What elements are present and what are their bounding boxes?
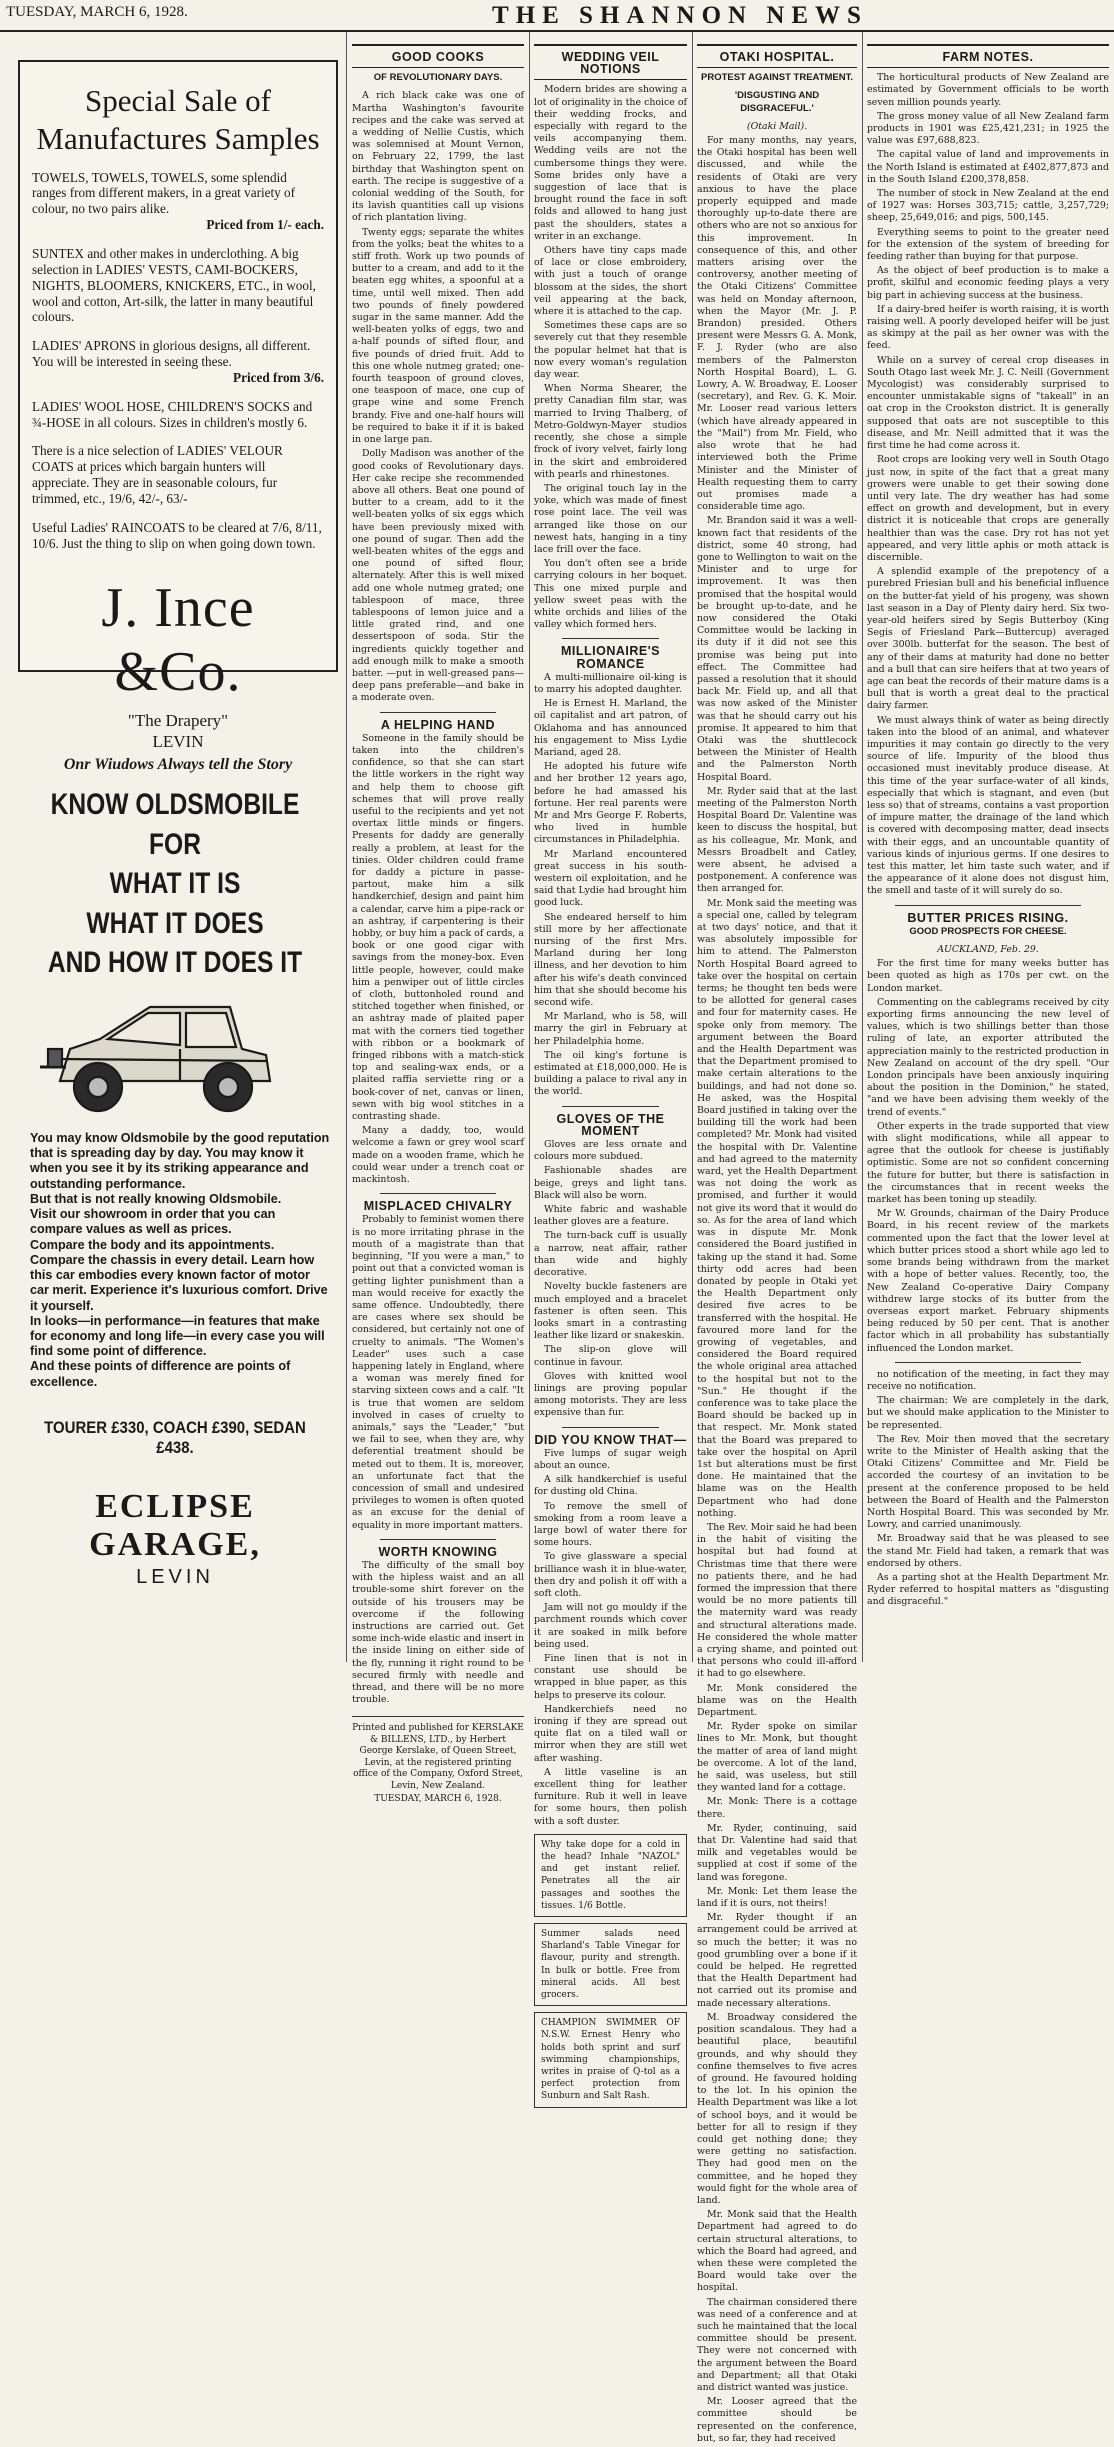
paragraph: Mr. Ryder spoke on similar lines to Mr. Monk, but thought the matter of area of land might be overcome. A lot of the land, he said, was useless, but still they wanted land for a cottage. [697, 1721, 857, 1794]
paragraph: Someone in the family should be taken into the children's confidence, so that she can start the little workers in the right way and help them to choose gift schemes that will prove really useful to the recipients and yet not overtax little minds or fingers. Presents for daddy are generally really a problem, at least for the tinies. Older children could frame for daddy a picture in passe-partout, make him a silk handkerchief, design and paint him a calendar, carve him a pipe-rack or an ashtray, if carpentering is their hobby, or buy him a pack of cards, a book or one good cigar with savings from the money-box. Even little people, however, could make him a penwiper out of little circles of cloth, buttonholed round and stitched together when finished, or an ashtray made of plaited paper mat with the corners tied together with ribbon or a bookmark of fringed ribbons with a match-stick top and sealing-wax ends, or a plaited raffia serviette ring or a book-cover of net, canvas or linen, sewn with big wool stitches in a contrasting shade. [352, 732, 524, 1123]
article-wedding-veil [534, 84, 687, 631]
paragraph: The difficulty of the small boy with the hipless waist and an all trouble-some shirt forever on the outside of his trousers may be overcome if the following instructions are carried out. Get some inch-wide elastic and insert in the inside lining on either side of the fly, running it right round to be secured firmly with needle and thread, and there will be no more trouble. [352, 1559, 524, 1706]
headline-line: FOR [149, 827, 201, 861]
paragraph: Many a daddy, too, would welcome a fawn or grey wool scarf made on a wooden frame, which he could wear under a trench coat or mackintosh. [352, 1125, 524, 1186]
garage-name: ECLIPSE GARAGE, [89, 1487, 261, 1563]
paragraph: As a parting shot at the Health Department Mr. Ryder referred to hospital matters as "disgusting and disgraceful." [867, 1571, 1109, 1608]
paragraph: Sometimes these caps are so severely cut that they resemble the popular helmet hat that is now every woman's regulation day wear. [534, 320, 687, 381]
column-divider [529, 32, 530, 1662]
column-1 [352, 36, 524, 1806]
column-3 [697, 36, 857, 2447]
divider [380, 712, 496, 713]
column-divider [862, 32, 863, 1662]
body-line: Compare the body and its appointments. [30, 1237, 275, 1252]
article-millionaire [534, 672, 687, 1099]
paragraph: While on a survey of cereal crop diseases in South Otago last week Mr. J. C. Neill (Government Mycologist) was considerably surprised to encounter unmistakable signs of "takeall" in an oat crop in the Crookston district. It is generally supposed that oats are not susceptible to this disease, and Mr. Neill admitted that it was the first time he had come across it. [867, 354, 1109, 452]
paragraph: The horticultural products of New Zealand are estimated by Government officials to be worth seven million pounds yearly. [867, 72, 1109, 108]
paragraph: For the first time for many weeks butter has been quoted as high as 170s per cwt. on the London market. [867, 958, 1109, 994]
paragraph: Mr. Broadway said that he was pleased to see the stand Mr. Field had taken, a remark that was endorsed by others. [867, 1533, 1109, 1569]
ad-title: Special Sale of Manufactures Samples [36, 83, 320, 156]
article-misplaced-chivalry [352, 1214, 524, 1531]
article-good-cooks [352, 90, 524, 704]
paragraph: The Rev. Moir then moved that the secretary write to the Minister of Health asking that the Otaki Citizens' Committee and Mr. Field be accorded the courtesy of an invitation to be present at the conference proposed to be held between the Board of Health and the Palmerston North Hospital Board. This was seconded by Mr. Lowry, and carried unanimously. [867, 1433, 1109, 1531]
body-line: Compare the chassis in every detail. Learn how this car embodies every known factor of motor car merit. Experience it's luxurious comfort. Drive it yourself. [30, 1252, 328, 1313]
paragraph: Mr. Monk said that the Health Department had agreed to do certain structural alterations, to which the Board had agreed, and when these were completed the Board would take over the hospital. [697, 2209, 857, 2294]
headline-good-cooks: GOOD COOKS [352, 44, 524, 68]
ad-item-list [32, 170, 324, 552]
ad-item: Useful Ladies' RAINCOATS to be cleared at 7/6, 8/11, 10/6. Just the thing to slip on when going down town. [32, 519, 322, 551]
qtol-ad: CHAMPION SWIMMER OF N.S.W. Ernest Henry who holds both sprint and surf swimming championships, writes in praise of Q-tol as a perfect protection from Sunburn and Salt Rash. [534, 2012, 687, 2107]
headline-otaki-hospital: OTAKI HOSPITAL. [697, 44, 857, 68]
column-divider [692, 32, 693, 1662]
paragraph: Modern brides are showing a lot of originality in the choice of their wedding frocks, and especially with regard to the veils accompanying them. Wedding veils are not the cumbersome things they were. Some brides only have a suggestion of lace that is brought round the face in soft folds and allowed to hang just past the shoulders, states a writer in an exchange. [534, 84, 687, 242]
imprint-date: TUESDAY, MARCH 6, 1928. [374, 1794, 502, 1805]
ad-item: LADIES' WOOL HOSE, CHILDREN'S SOCKS and ¾-HOSE in all colours. Sizes in children's mostly 6. [32, 398, 313, 430]
subheadline: PROTEST AGAINST TREATMENT. [701, 72, 853, 84]
paragraph: A little vaseline is an excellent thing for leather furniture. Rub it well in leave for some hours, then polish with a soft duster. [534, 1766, 687, 1827]
headline-line: AND HOW IT DOES IT [47, 946, 303, 980]
car-illustration-icon [30, 989, 280, 1121]
paragraph: The Rev. Moir said he had been in the habit of visiting the hospital but had found at Christmas time that there were no patients there, and he had formed the impression that there would be no more patients till the maternity ward was ready and structural alterations made. He considered the whole matter a crying shame, and pointed out that persons who could ill-afford it had to go elsewhere. [697, 1521, 857, 1680]
ad-item-price: Priced from 3/6. [233, 369, 324, 385]
headline-misplaced-chivalry: MISPLACED CHIVALRY [363, 1199, 513, 1214]
body-line: And these points of difference are points of excellence. [30, 1359, 291, 1389]
masthead-date: TUESDAY, MARCH 6, 1928. [6, 4, 188, 20]
paragraph: The capital value of land and improvements in the North Island is estimated at £402,877,873 and in the South Island £200,378,858. [867, 149, 1109, 185]
column-divider [346, 32, 347, 1662]
subheadline: 'DISGUSTING AND DISGRACEFUL.' [734, 90, 820, 114]
paragraph: To give glassware a special brilliance wash it in blue-water, then dry and polish it off with a soft cloth. [534, 1551, 687, 1599]
paragraph: Twenty eggs; separate the whites from the yolks; beat the whites to a stiff froth. Work up two pounds of butter to a cream, and add to it the beaten egg whites, a spoonful at a time, until well mixed. Then add two pounds of finely powdered sugar in the same manner. Add the well-beaten yolks of eggs, two and a-half pounds of sifted flour, and five pounds of dried fruit. Add to this one whole nutmeg grated; one-fourth teaspoon of ground cloves, one teaspoon of mace, one cup of grape wine and some French brandy. Five and one-half hours will be required to bake it if it is baked in one large pan. [352, 226, 524, 446]
divider [562, 638, 659, 639]
paragraph: Mr Marland, who is 58, will marry the girl in February at her Philadelphia home. [534, 1011, 687, 1047]
paragraph: The turn-back cuff is usually a narrow, neat affair, rather than wide and highly decorative. [534, 1230, 687, 1279]
paragraph: Fashionable shades are beige, greys and light tans. Black will also be worn. [534, 1165, 687, 1201]
divider [562, 1106, 659, 1107]
paragraph: We must always think of water as being directly taken into the blood of an animal, and whatever impurities it may contain go directly to the very source of life. Impurity of the blood thus occasioned must inevitably produce disease. At this time of the year surface-water of all kinds, especially that which is stagnant, and even (but less so) that of streams, contains a vast proportion of impure matter, the drainage of the land which is covered with decomposing matter, dead insects with their eggs, and an uncountable quantity of various kinds of injurious germs. If one desires to test this matter, let him taste such water, and if the appearance of it alone does not disgust him, the smell and taste of it will surely do so. [867, 714, 1109, 897]
masthead-title: THE SHANNON NEWS [492, 2, 868, 29]
paragraph: Novelty buckle fasteners are much employed and a bracelet fastener is often seen. This looks smart in a contrasting leather like lizard or snakeskin. [534, 1281, 687, 1342]
paragraph: He is Ernest H. Marland, the oil capitalist and art patron, of Oklahoma and has announced his engagement to Miss Lydie Mariand, aged 28. [534, 698, 687, 758]
paragraph: Handkerchiefs need no ironing if they are spread out quite flat on a tiled wall or mirror when they are still wet after washing. [534, 1703, 687, 1764]
nazol-ad: Why take dope for a cold in the head? Inhale "NAZOL" and get instant relief. Penetrates all the air passages and soothes the tissues. 1/6 Bottle. [534, 1834, 687, 1917]
article-did-you-know [534, 1448, 687, 1828]
paragraph: As the object of beef production is to make a profit, skilful and economic feeding plays a very big part in achieving success at the business. [867, 265, 1109, 301]
paragraph: The gross money value of all New Zealand farm products in 1901 was £25,421,231; in 1925 the value was £97,688,823. [867, 110, 1109, 147]
paragraph: You don't often see a bride carrying colours in her boquet. This one mixed purple and yellow sweet peas with the white orchids and lilies of the valley which formed hers. [534, 558, 687, 631]
paragraph: Mr. Ryder said that at the last meeting of the Palmerston North Hospital Board Dr. Valentine was keen to discuss the hospital, but as his colleague, Mr. Monk, and Messrs Broadbelt and Catley, were absent, he advised a postponement. A conference was then arranged for. [697, 785, 857, 895]
paragraph: A silk handkerchief is useful for dusting old China. [534, 1474, 687, 1498]
drapery-label: "The Drapery" [127, 710, 229, 730]
paragraph: Mr Marland encountered great success in his south-western oil exploitation, and he said that Lydie had brought him good luck. [534, 848, 687, 909]
paragraph: The oil king's fortune is estimated at £18,000,000. He is building a palace to rival any in the world. [534, 1049, 687, 1098]
paragraph: Mr. Ryder, continuing, said that Dr. Valentine had said that milk and vegetables would be supplied at cost if some of the land was foregone. [697, 1822, 857, 1883]
headline-helping-hand: A HELPING HAND [380, 717, 496, 732]
paragraph: Dolly Madison was another of the good cooks of Revolutionary days. Her cake recipe she recommended above all others. Beat one pound of butter to a cream, add to it the well-beaten yolks of six eggs which have been previously mixed with one pound of sugar. Then add the well-beaten whites of the eggs and one pound of sifted flour, alternately. After this is well mixed add one whole nutmeg grated; one tablespoon of mace, three tablespoons of lemon juice and a little grated rind, and one dessertspoon of soda. Stir the ingredients quickly together and add enough milk to make a smooth batter. —put in well-greased pans—deep pans preferable—and bake in a moderate oven. [352, 448, 524, 704]
ad-item: TOWELS, TOWELS, TOWELS, some splendid ranges from different makers, in a great variety of colour, no two pairs alike. Priced from 1/- each. [32, 169, 324, 233]
paragraph: Mr. Monk said the meeting was a special one, called by telegram at two days' notice, and that it was absolutely impossible for him to attend. The Palmerston North Hospital Board agreed to take over the hospital on certain terms; he thought ten beds were to be allotted for general cases and four for maternity cases. He spoke only from memory. The argument between the Board and the Health Department was that the Department promised to make certain alterations to the buildings, and had not done so. He asked, was the Hospital Board justified in taking over the building till the work had been completed? Mr. Monk had visited the hospital with Dr. Valentine and had agreed to the maternity ward, yet the Health Department was not doing the work as promised, and further it would not give its word that it would do so. As for the area of land which was in dispute Mr. Monk considered the Board justified in taking up the stand it had. Some thirty odd acres had been donated by people in Otaki yet the Health Department only desired five acres to be transferred with the hospital. He favoured more land for the growing of vegetables, and considered the Board required the whole original area attached to the hospital but not to the "Sun." He thought if the conference was to take place the Board should be backed up in that respect. Mr. Monk stated that the Board was prepared to take over the hospital on April 1st but alterations must be first done. He maintained that the blame was on the Health Department who had done nothing. [697, 897, 857, 1519]
ince-advertisement [18, 60, 338, 773]
headline-line: KNOW OLDSMOBILE [50, 788, 300, 821]
article-worth-knowing [352, 1560, 524, 1706]
paragraph: When Norma Shearer, the pretty Canadian film star, was married to Irving Thalberg, of Metro-Goldwyn-Mayer studios recently, she chose a simple frock of ivory velvet, fairly long in the skirt and embroidered with pearls and rhinestones. [534, 383, 687, 480]
paragraph: Other experts in the trade supported that view with slight modifications, while all appear to agree that the outlook for cheese is justifiably optimistic. Some are not so confident concerning the future for butter, but there is satisfaction in the circumstances that in recent weeks the market has been toning up steadily. [867, 1120, 1109, 1206]
body-line: But that is not really knowing Oldsmobile. [30, 1191, 282, 1206]
paragraph: The original touch lay in the yoke, which was made of finest rose point lace. The veil was arranged like those on our newest hats, hanging in a tiny lace frill over the face. [534, 482, 687, 555]
paragraph: Mr. Ryder thought if an arrangement could be arrived at so much the better; it was no good grumbling over a bone if it could be helped. He regretted that the Health Department had not carried out its promise and made necessary alterations. [697, 1912, 857, 2009]
body-line: In looks—in performance—in features that make for economy and long life—in every case you will find some point of difference. [30, 1313, 325, 1359]
body-line: Visit our showroom in order that you can compare values as well as prices. [30, 1207, 276, 1237]
paragraph: For many months, nay years, the Otaki hospital has been well discussed, and while the residents of Otaki are very anxious to have the place properly equipped and made thoroughly up-to-date there are others who are not so anxious for this improvement. In consequence of this, and other matters arising over the controversy, another meeting of the Otaki Citizens' Committee was held on Monday afternoon, when the Mayor (Mr. J. P. Brandon) presided. Others present were Messrs G. A. Monk, F. J. Ryder (who are also members of the Palmerston North Hospital Board), L. G. Lowry, A. W. Broadway, E. Looser (secretary), and Rev. G. K. Moir. Mr. Looser read various letters (which have already appeared in the "Mail") from Mr. Field, who also wrote that he had interviewed both the Prime Minister and the Minister of Health requesting them to carry out promises made a considerable time ago. [697, 135, 857, 513]
headline-line: WHAT IT DOES [86, 906, 264, 940]
article-otaki-hospital [697, 135, 857, 2445]
paragraph: Everything seems to point to the greater need for the extension of the system of breeding for feeding rather than buying for that purpose. [867, 226, 1109, 263]
headline-worth-knowing: WORTH KNOWING [378, 1544, 498, 1559]
article-helping-hand [352, 733, 524, 1187]
paragraph: Jam will not go mouldy if the parchment rounds which cover it are soaked in milk before being used. [534, 1602, 687, 1650]
paragraph: Gloves are less ornate and colours more subdued. [534, 1139, 687, 1163]
imprint: Printed and published for KERSLAKE & BILLENS, LTD., by Herbert George Kerslake, of Queen Street, Levin, at the registered printing office of the Company, Oxford Street, Levin, New Zealand. [352, 1716, 524, 1792]
paragraph: Mr. Monk: There is a cottage there. [697, 1796, 857, 1820]
ad-item: There is a nice selection of LADIES' VELOUR COATS at prices which bargain hunters will appreciate. They are in seasonable colours, fur trimmed, etc., 19/6, 42/-, 63/- [32, 443, 283, 506]
ad-body-text [30, 1131, 330, 1390]
ad-item: SUNTEX and other makes in underclothing. A big selection in LADIES' VESTS, CAMI-BOCKERS, NIGHTS, BLOOMERS, KNICKERS, ETC., in wool, wool and cotton, Art-silk, the latter in many beautiful colours. [32, 246, 316, 325]
firm-town: LEVIN [152, 731, 204, 751]
paragraph: A rich black cake was one of Martha Washington's favourite recipes and the cake was served at a wedding of Nellie Custis, which was solemnised at Mount Vernon, on February 22, 1799, the last birthday that Washington spent on earth. The recipe is suggestive of a colonial wedding of the South, for its lavish quantities call up visions of rich plantation living. [352, 90, 524, 224]
paragraph: Gloves with knitted wool linings are proving popular among motorists. They are less expensive than fur. [534, 1370, 687, 1419]
headline-did-you-know: DID YOU KNOW THAT— [534, 1432, 687, 1447]
oldsmobile-advertisement [10, 785, 340, 1645]
paragraph: If a dairy-bred heifer is worth raising, it is worth raising well. A poorly developed heifer will be just as skimpy at the pail as her owner was with the feed. [867, 303, 1109, 352]
paragraph: Probably to feminist women there is no more irritating phrase in the mouth of a magistrate than that beginning, "If you were a man," to point out that a convicted woman is getting lighter punishment than a man would receive for exactly the same offence. Undoubtedly, there are cases where sex should be considered, but certainly not one of cruelty to animals. "The Women's Leader" uses such a case happening lately in England, where a woman was merely fined for starving sixteen cows and a calf. "It is true that women are seldom involved in cases of cruelty to animals," says the "Leader," "but we fail to see, when they are, why deferential treatment should be meted out to them. It is, moreover, an unfortunate fact that the concession of small and undesired privileges to women is often quoted as an excuse for the denial of equality in more important matters. [352, 1214, 524, 1531]
article-gloves [534, 1139, 687, 1419]
article-otaki-continued [867, 1369, 1109, 1609]
model-prices: TOURER £330, COACH £390, SEDAN £438. [44, 1417, 306, 1457]
paragraph: Mr. Brandon said it was a well-known fact that residents of the district, some 40 strong, had gone to Wellington to wait on the Minister and to urge for improvement. It was then promised that the hospital would be brought up-to-date, and he now considered the Otaki Committee would be lacking in its duty if it did not see this promise was being put into effect. The Committee had passed a resolution that it should back Mr. Field up, and all that was now asked of the Minister was that he should carry out his promise. It appeared to him that Otaki was the shuttlecock between the Minister of Health and the Palmerston North Hospital Board. [697, 515, 857, 783]
ad-item: LADIES' APRONS in glorious designs, all different. You will be interested in seeing these. Priced from 3/6. [32, 338, 324, 385]
paragraph: Commenting on the cablegrams received by city exporting firms announcing the new level of values, which is two shillings better than those ruling of late, an exporter attributed the appreciation mainly to the restricted production in New Zealand on account of the dry spell. "Our London principals have been anxiously inquiring about the position in the Dominion," he stated, "and we have been advising them weekly of the trend of events." [867, 996, 1109, 1118]
paragraph: Mr. Monk: Let them lease the land if it is ours, not theirs! [697, 1885, 857, 1910]
ad-headline [10, 785, 340, 983]
paragraph: Five lumps of sugar weigh about an ounce. [534, 1447, 687, 1471]
divider [380, 1193, 496, 1194]
paragraph: The chairman: We are completely in the dark, but we should make application to the Minister to be represented. [867, 1395, 1109, 1431]
divider [380, 1539, 496, 1540]
headline-farm-notes: FARM NOTES. [867, 44, 1109, 68]
paragraph: M. Broadway considered the position scandalous. They had a beautiful place, beautiful grounds, and why should they confine themselves to five acres of ground. He favoured holding to the lot. In his opinion the Health Department was like a lot of school boys, and it would be better for all to resign if they could get nothing done; they were getting no satisfaction. They had good men on the committee, and he hoped they would fight for the whole area of land. [697, 2011, 857, 2206]
paragraph: Others have tiny caps made of lace or close embroidery, with just a touch of orange blossom at the sides, the short veil appearing at the back, where it is attached to the cap. [534, 245, 687, 318]
paragraph: Mr W. Grounds, chairman of the Dairy Produce Board, in his recent review of the markets commented upon the fact that the lower level at which butter prices stood a short while ago led to some brands being withdrawn from the market with a hope of better values. Recently, too, the New Zealand Co-operative Dairy Company withdrew large stocks of its butter from the overseas export market. February shipments being reduced by 50 per cent. That is another factor which in all probability has substantially influenced the London market. [867, 1208, 1109, 1354]
divider [895, 1362, 1081, 1363]
paragraph: To remove the smell of smoking from a room leave a large bowl of water there for some hours. [534, 1500, 687, 1549]
headline-line: WHAT IT IS [109, 867, 241, 901]
dateline: (Otaki Mail). [746, 120, 808, 132]
column-4 [867, 36, 1109, 1611]
paragraph: The chairman considered there was need of a conference and at such he maintained that the local committee should be present. They were not concerned with the argument between the Board and Department; all that Otaki and district wanted was justice. [697, 2296, 857, 2393]
paragraph: Mr. Monk considered the blame was on the Health Department. [697, 1682, 857, 1719]
subheadline: GOOD PROSPECTS FOR CHEESE. [909, 925, 1067, 937]
divider [895, 905, 1081, 906]
article-butter-prices [867, 958, 1109, 1355]
paragraph: Root crops are looking very well in South Otago just now, in spite of the fact that a great many growers were unable to get their sowing done until very late. The dry weather has had some effect on growth and development, but in every district it is noticeable that crops are generally healthier than was the case. Dry rot has not yet appeared, and very little aphis or moth attack is discernible. [867, 454, 1109, 563]
ad-tagline: Onr Wiudows Always tell the Story [63, 756, 293, 773]
headline-butter-prices: BUTTER PRICES RISING. [907, 910, 1069, 925]
vinegar-ad: Summer salads need Sharland's Table Vinegar for flavour, purity and strength. In bulk or bottle. Free from mineral acids. All best grocers. [534, 1923, 687, 2006]
divider [562, 1427, 659, 1428]
article-farm-notes [867, 72, 1109, 897]
headline-millionaire: MILLIONAIRE'S ROMANCE [560, 644, 661, 671]
headline-wedding-veil: WEDDING VEIL NOTIONS [534, 44, 687, 80]
paragraph: The slip-on glove will continue in favour. [534, 1344, 687, 1368]
firm-name: J. Ince &Co. [101, 576, 255, 703]
paragraph: She endeared herself to him still more by her affectionate nursing of the first Mrs. Marland during her long illness, and her devotion to him after his wife's death convinced him that she should become his second wife. [534, 911, 687, 1009]
paragraph: A splendid example of the prepotency of a purebred Friesian bull and his beneficial influence on the butter-fat yield of his progeny, was shown last season in a Day of Plenty dairy herd. Six two-year-old heifers sired by Segis Butterboy (King Segis of Friesland Park—Buttercup) averaged over 300lb. butterfat for the season. The best of any of their dams at maturity had done no better and a bull that can sire heifers that at two years of age can beat the records of their mature dams is a bull that is worth a great deal to the practical dairy farmer. [867, 566, 1109, 712]
paragraph: He adopted his future wife and her brother 12 years ago, before he had amassed his fortune. Her real parents were Mr and Mrs George F. Roberts, who lived in humble circumstances in Philadelphia. [534, 761, 687, 846]
paragraph: Mr. Looser agreed that the committee should be represented on the conference, but, so far, they had received [697, 2396, 857, 2444]
paragraph: White fabric and washable leather gloves are a feature. [534, 1204, 687, 1228]
ad-item-price: Priced from 1/- each. [206, 217, 324, 233]
paragraph: no notification of the meeting, in fact they may receive no notification. [867, 1368, 1109, 1392]
dateline: AUCKLAND, Feb. 29. [937, 944, 1039, 956]
garage-town: LEVIN [136, 1565, 214, 1588]
paragraph: Fine linen that is not in constant use should be wrapped in blue paper, as this helps to preserve its colour. [534, 1652, 687, 1701]
headline-gloves: GLOVES OF THE MOMENT [556, 1111, 665, 1138]
masthead-rule [0, 30, 1114, 32]
paragraph: A multi-millionaire oil-king is to marry his adopted daughter. [534, 671, 687, 695]
subheadline: OF REVOLUTIONARY DAYS. [373, 72, 503, 84]
column-2 [534, 36, 687, 2114]
body-line: You may know Oldsmobile by the good reputation that is spreading day by day. You may know it when you see it by its striking appearance and outstanding performance. [30, 1130, 330, 1191]
paragraph: The number of stock in New Zealand at the end of 1927 was: Horses 303,715; cattle, 3,257,729; sheep, 25,649,016; and pigs, 500,145. [867, 188, 1109, 224]
